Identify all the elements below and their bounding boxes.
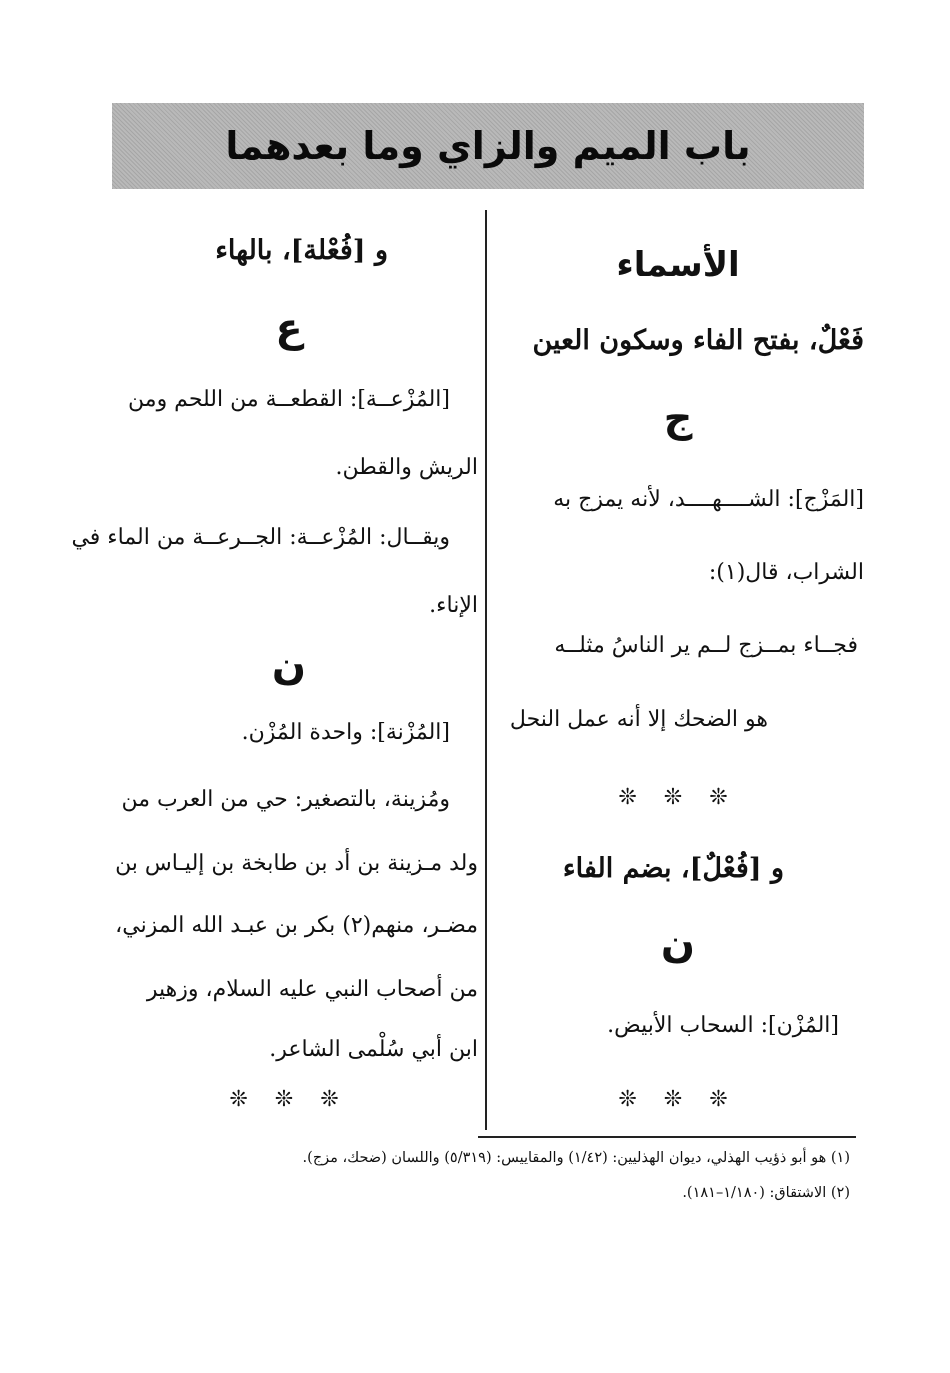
entry-muzah-line4: الإناء. [429, 593, 478, 618]
separator: ❊ ❊ ❊ [618, 785, 738, 810]
entry-muzaynah-line4: من أصحاب النبي عليه السلام، وزهير [146, 977, 478, 1002]
pattern-heading-2: و [فُعْلٌ]، بضم الفاء [562, 853, 784, 884]
letter-heading-ain: ع [275, 305, 303, 351]
letter-heading-nun: ن [271, 643, 307, 689]
verse-line-2: هو الضحك إلا أنه عمل النحل [509, 707, 768, 732]
entry-muzn: [المُزْن]: السحاب الأبيض. [607, 1013, 839, 1038]
chapter-banner [112, 103, 864, 189]
entry-muzaynah-line3: مضـر، منهم(٢) بكر بن عبـد الله المزني، [115, 913, 478, 938]
pattern-heading-1: فَعْلٌ، بفتح الفاء وسكون العين [532, 325, 864, 356]
entry-muzah-line1: [المُزْعــة]: القطعــة من اللحم ومن [128, 387, 450, 412]
entry-mazj-line1: [المَزْج]: الشــــهــــد، لأنه يمزج به [553, 487, 864, 512]
entry-muzaynah-line1: ومُزينة، بالتصغير: حي من العرب من [121, 787, 450, 812]
entry-mazj-line2: الشراب، قال(١): [708, 560, 864, 585]
footnote-rule [478, 1136, 856, 1138]
letter-heading-jim: ج [663, 395, 693, 441]
section-title: الأسماء [616, 245, 740, 285]
verse-line-1: فجــاء بمــزج لــم ير الناسُ مثلــه [554, 633, 858, 658]
separator: ❊ ❊ ❊ [618, 1087, 738, 1112]
separator: ❊ ❊ ❊ [229, 1087, 349, 1112]
column-divider [485, 210, 487, 1130]
chapter-title: باب الميم والزاي وما بعدهما [225, 124, 751, 168]
footnote-2: (٢) الاشتقاق: (١/١٨٠–١٨١). [682, 1185, 850, 1201]
entry-muznah: [المُزْنة]: واحدة المُزْن. [241, 720, 450, 745]
entry-muzaynah-line2: ولد مـزينة بن أد بن طابخة بن إليـاس بن [115, 851, 478, 876]
footnote-1: (١) هو أبو ذؤيب الهذلي، ديوان الهذليين: (١/٤٢) والمقاييس: (٥/٣١٩) واللسان (ضحك، مزج). [302, 1150, 850, 1166]
pattern-heading-3: و [فُعْلة]، بالهاء [215, 235, 388, 266]
letter-heading-nun: ن [660, 921, 696, 967]
entry-muzah-line2: الريش والقطن. [335, 455, 478, 480]
entry-muzah-line3: ويقــال: المُزْعــة: الجــرعــة من الماء في [71, 525, 450, 550]
entry-muzaynah-line5: ابن أبي سُلْمى الشاعر. [269, 1037, 478, 1062]
